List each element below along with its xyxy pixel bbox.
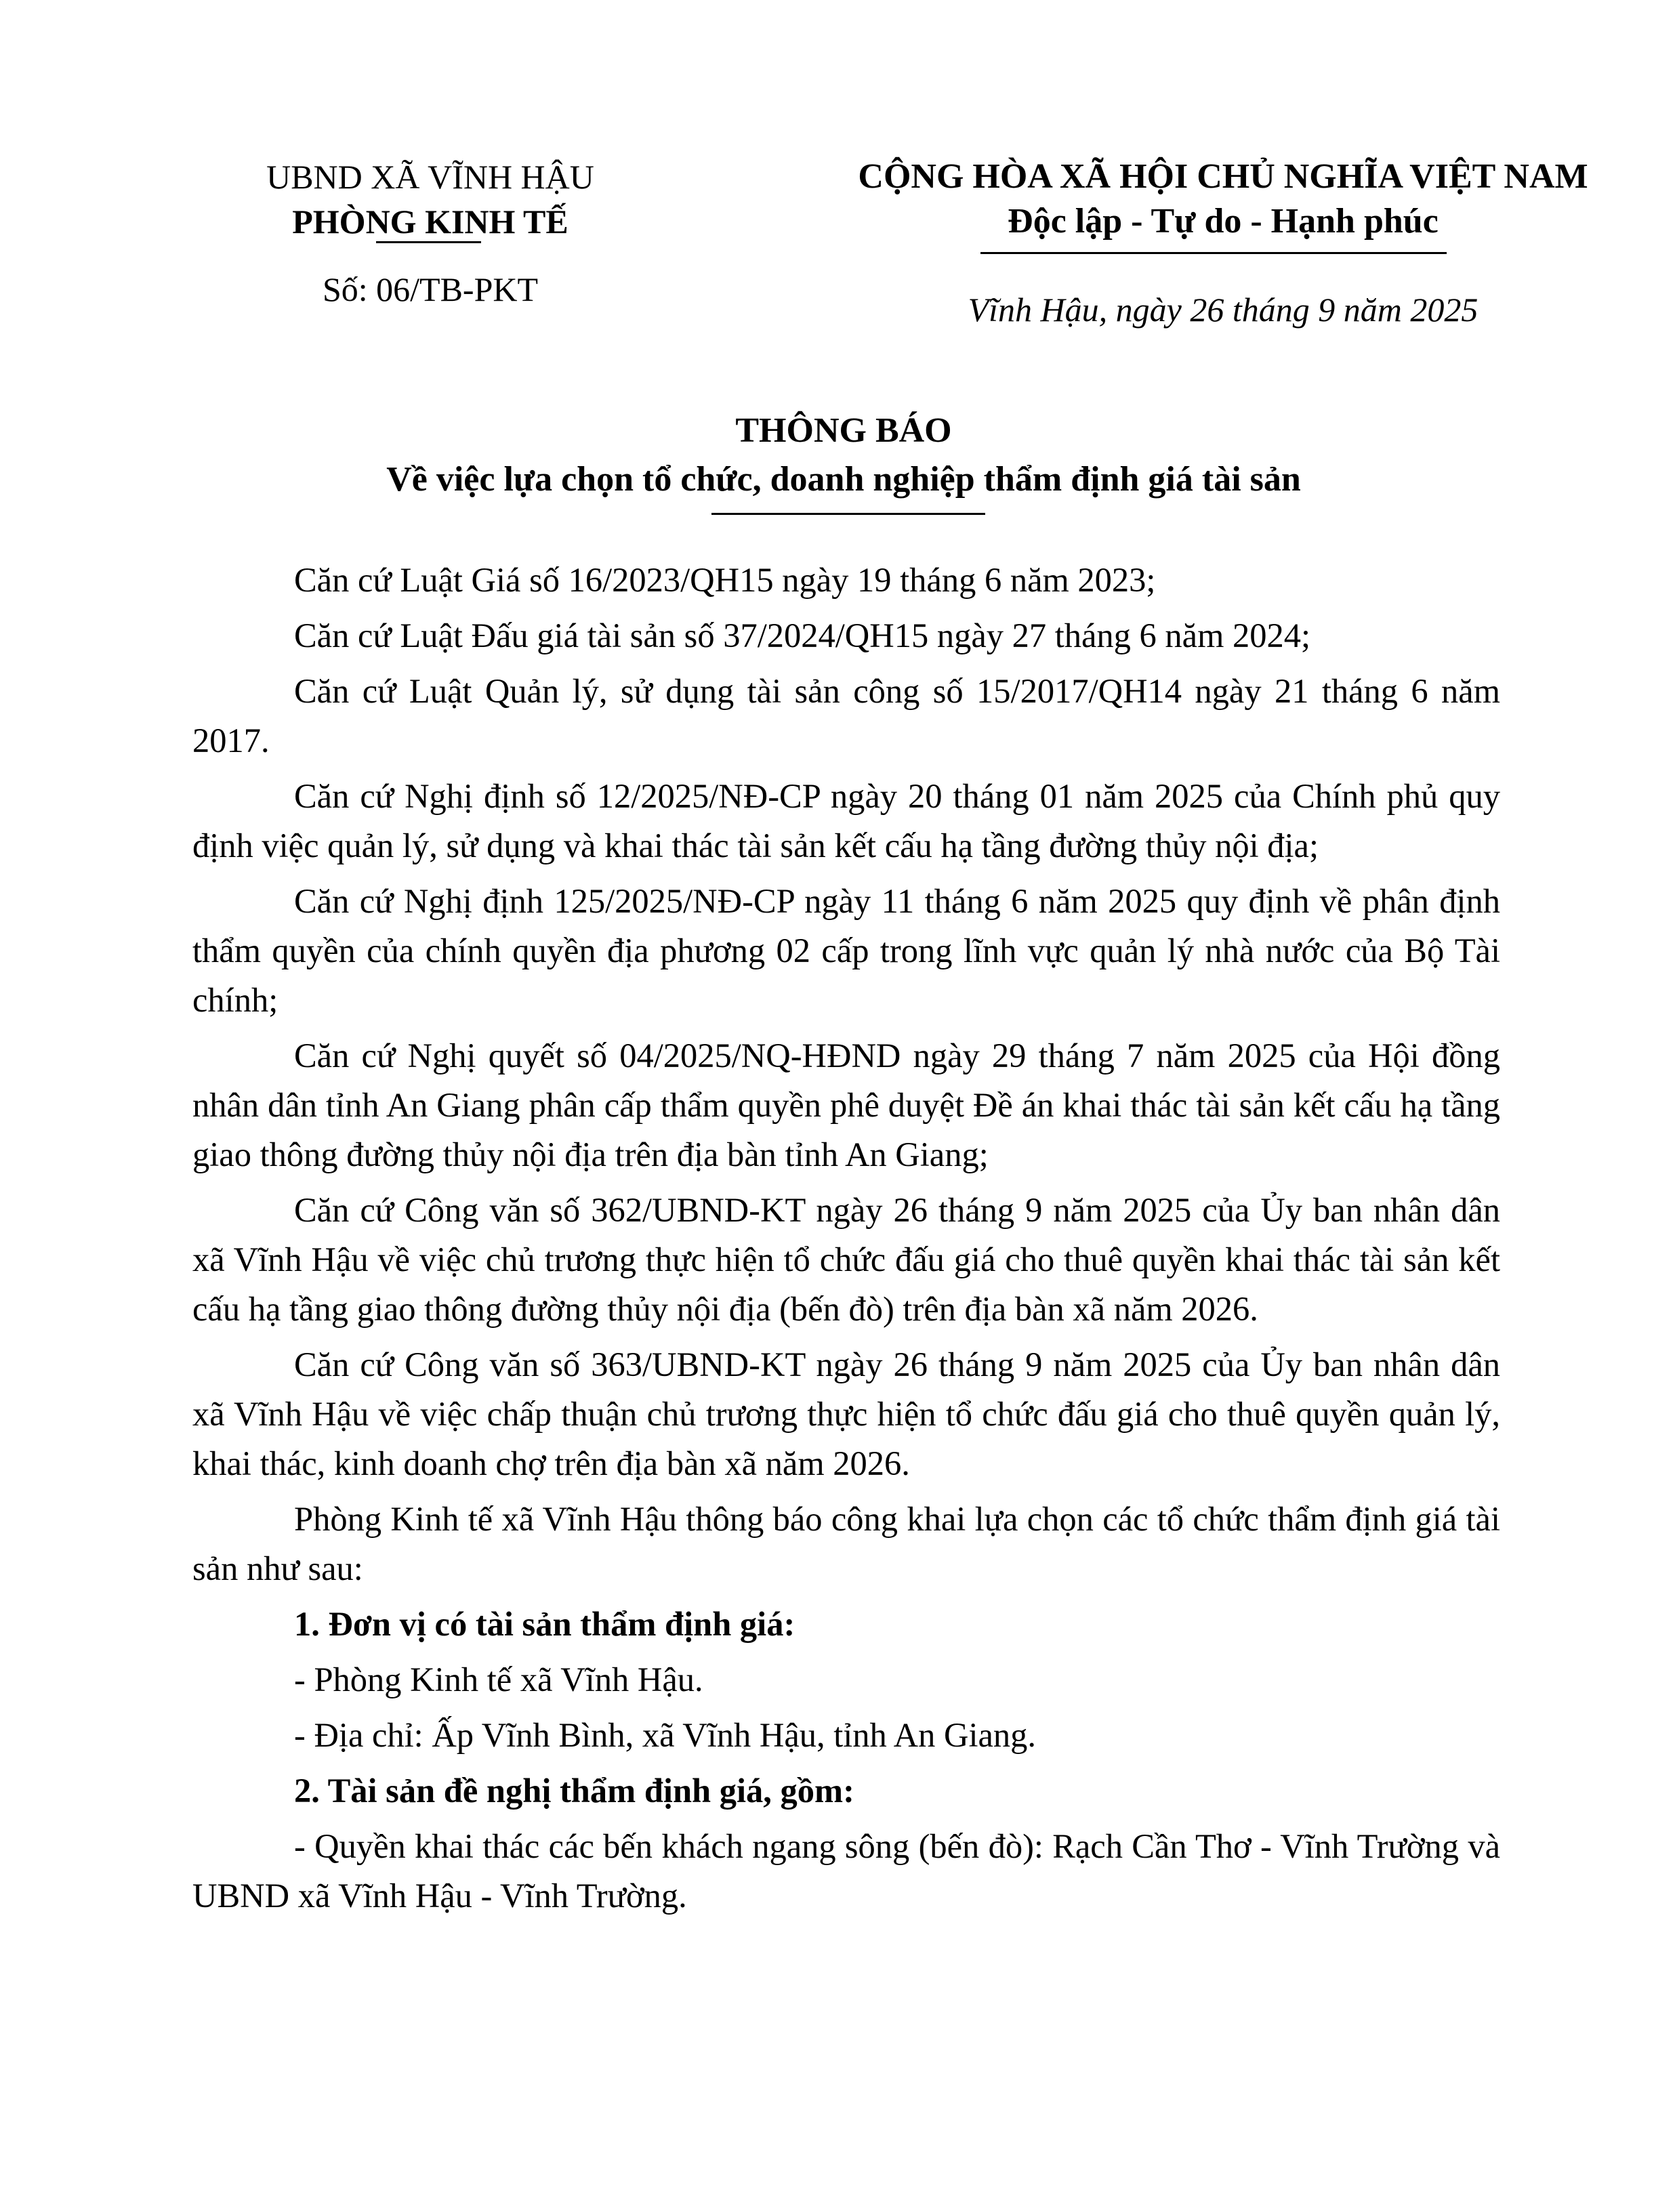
document-number: Số: 06/TB-PKT [322,270,539,308]
section-2-heading: 2. Tài sản đề nghị thẩm định giá, gồm: [294,1772,854,1810]
legal-basis-paragraph: Căn cứ Nghị định 125/2025/NĐ-CP ngày 11 tháng 6 năm 2025 quy định về phân định thẩm quyền của chính quyền địa phương 02 cấp trong lĩnh vực quản lý nhà nước của Bộ Tài chính; [192,882,1500,1019]
legal-basis-paragraph: Căn cứ Nghị định số 12/2025/NĐ-CP ngày 20 tháng 01 năm 2025 của Chính phủ quy định việc quản lý, sử dụng và khai thác tài sản kết cấu hạ tầng đường thủy nội địa; [192,777,1500,864]
agency-name: PHÒNG KINH TẾ [292,203,568,241]
legal-basis-paragraph: Căn cứ Nghị quyết số 04/2025/NQ-HĐND ngày 29 tháng 7 năm 2025 của Hội đồng nhân dân tỉnh An Giang phân cấp thẩm quyền phê duyệt Đề án khai thác tài sản kết cấu hạ tầng giao thông đường thủy nội địa trên địa bàn tỉnh An Giang; [192,1037,1500,1173]
legal-basis-paragraph: Căn cứ Luật Đấu giá tài sản số 37/2024/QH15 ngày 27 tháng 6 năm 2024; [294,617,1311,654]
announcement-paragraph: Phòng Kinh tế xã Vĩnh Hậu thông báo công khai lựa chọn các tổ chức thẩm định giá tài sản như sau: [192,1500,1500,1587]
motto-underline [980,252,1447,254]
legal-basis-paragraph: Căn cứ Công văn số 362/UBND-KT ngày 26 tháng 9 năm 2025 của Ủy ban nhân dân xã Vĩnh Hậu về việc chủ trương thực hiện tổ chức đấu giá cho thuê quyền khai thác tài sản kết cấu hạ tầng giao thông đường thủy nội địa (bến đò) trên địa bàn xã năm 2026. [192,1191,1500,1328]
place-and-date: Vĩnh Hậu, ngày 26 tháng 9 năm 2025 [968,291,1478,329]
legal-basis-paragraph: Căn cứ Công văn số 363/UBND-KT ngày 26 tháng 9 năm 2025 của Ủy ban nhân dân xã Vĩnh Hậu về việc chấp thuận chủ trương thực hiện tổ chức đấu giá cho thuê quyền quản lý, khai thác, kinh doanh chợ trên địa bàn xã năm 2026. [192,1345,1500,1482]
document-body [192,556,1500,1927]
national-header-block [833,154,1613,244]
section-2-item: - Quyền khai thác các bến khách ngang sông (bến đò): Rạch Cần Thơ - Vĩnh Trường và UBND xã Vĩnh Hậu - Vĩnh Trường. [192,1827,1500,1915]
section-1-item: - Địa chỉ: Ấp Vĩnh Bình, xã Vĩnh Hậu, tỉnh An Giang. [294,1716,1037,1754]
national-motto: Độc lập - Tự do - Hạnh phúc [1008,202,1439,241]
legal-basis-paragraph: Căn cứ Luật Quản lý, sử dụng tài sản công số 15/2017/QH14 ngày 21 tháng 6 năm 2017. [192,672,1500,759]
document-subject: Về việc lựa chọn tổ chức, doanh nghiệp thẩm định giá tài sản [386,460,1301,499]
agency-underline [376,241,481,243]
parent-agency: UBND XÃ VĨNH HẬU [266,158,594,196]
national-name: CỘNG HÒA XÃ HỘI CHỦ NGHĨA VIỆT NAM [858,157,1588,196]
section-1-heading: 1. Đơn vị có tài sản thẩm định giá: [294,1605,795,1643]
document-title: THÔNG BÁO [735,411,952,450]
section-1-item: - Phòng Kinh tế xã Vĩnh Hậu. [294,1661,703,1698]
legal-basis-paragraph: Căn cứ Luật Giá số 16/2023/QH15 ngày 19 tháng 6 năm 2023; [294,561,1156,599]
document-title-block [190,406,1497,504]
title-underline [711,513,985,515]
issuing-agency-block [203,154,657,244]
